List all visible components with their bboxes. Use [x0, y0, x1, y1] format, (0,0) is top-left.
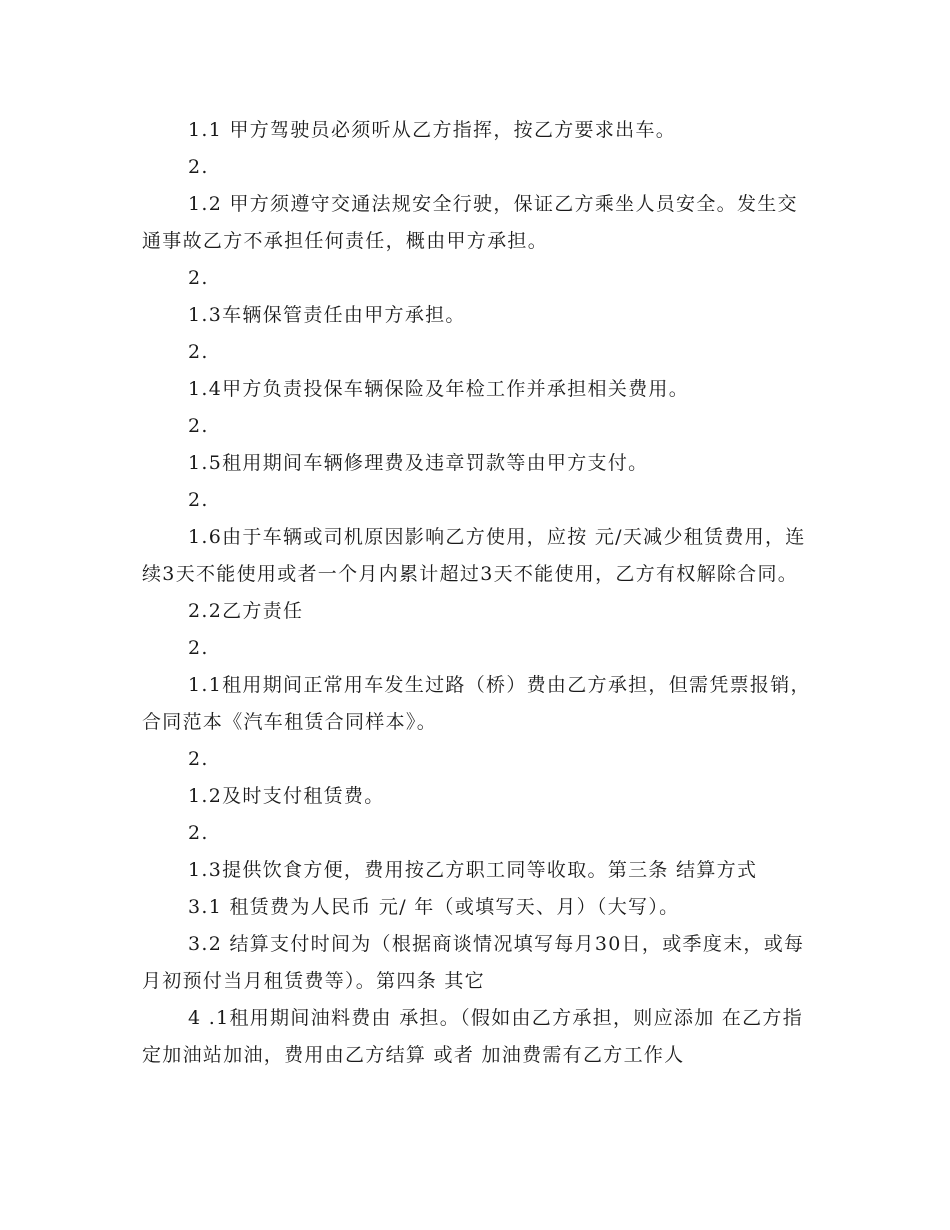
paragraph-number: 2.: [188, 637, 209, 659]
paragraph-number: 2.: [188, 156, 209, 178]
paragraph-3-1: 3.1 租赁费为人民币 元/ 年（或填写天、月）（大写）。: [188, 896, 680, 918]
paragraph-1-5: 1.5租用期间车辆修理费及违章罚款等由甲方支付。: [188, 452, 649, 474]
paragraph-party-b-1-2: 1.2及时支付租赁费。: [188, 785, 385, 807]
paragraph-number: 2.: [188, 415, 209, 437]
paragraph-4-1: 4 .1租用期间油料费由 承担。（假如由乙方承担，则应添加 在乙方指定加油站加油，费用由乙方结算 或者 加油费需有乙方工作人: [142, 1007, 804, 1066]
paragraph-number: 2.: [188, 822, 209, 844]
document-body: [142, 112, 812, 1074]
paragraph-1-3: 1.3车辆保管责任由甲方承担。: [188, 304, 466, 326]
paragraph-1-2: 1.2 甲方须遵守交通法规安全行驶，保证乙方乘坐人员安全。发生交通事故乙方不承担任何责任，概由甲方承担。: [142, 193, 798, 252]
section-heading-2-2: 2.2乙方责任: [188, 600, 304, 622]
paragraph-number: 2.: [188, 489, 209, 511]
paragraph-number: 2.: [188, 748, 209, 770]
paragraph-party-b-1-3: 1.3提供饮食方便，费用按乙方职工同等收取。第三条 结算方式: [188, 859, 758, 881]
paragraph-3-2: 3.2 结算支付时间为（根据商谈情况填写每月30日，或季度末，或每月初预付当月租赁费等）。第四条 其它: [142, 933, 805, 992]
paragraph-number: 2.: [188, 267, 209, 289]
paragraph-1-6: 1.6由于车辆或司机原因影响乙方使用，应按 元/天减少租赁费用，连续3天不能使用或者一个月内累计超过3天不能使用，乙方有权解除合同。: [142, 526, 806, 585]
paragraph-1-1: 1.1 甲方驾驶员必须听从乙方指挥，按乙方要求出车。: [188, 119, 677, 141]
paragraph-1-4: 1.4甲方负责投保车辆保险及年检工作并承担相关费用。: [188, 378, 690, 400]
paragraph-party-b-1-1: 1.1租用期间正常用车发生过路（桥）费由乙方承担，但需凭票报销，合同范本《汽车租赁合同样本》。: [142, 674, 811, 733]
paragraph-number: 2.: [188, 341, 209, 363]
